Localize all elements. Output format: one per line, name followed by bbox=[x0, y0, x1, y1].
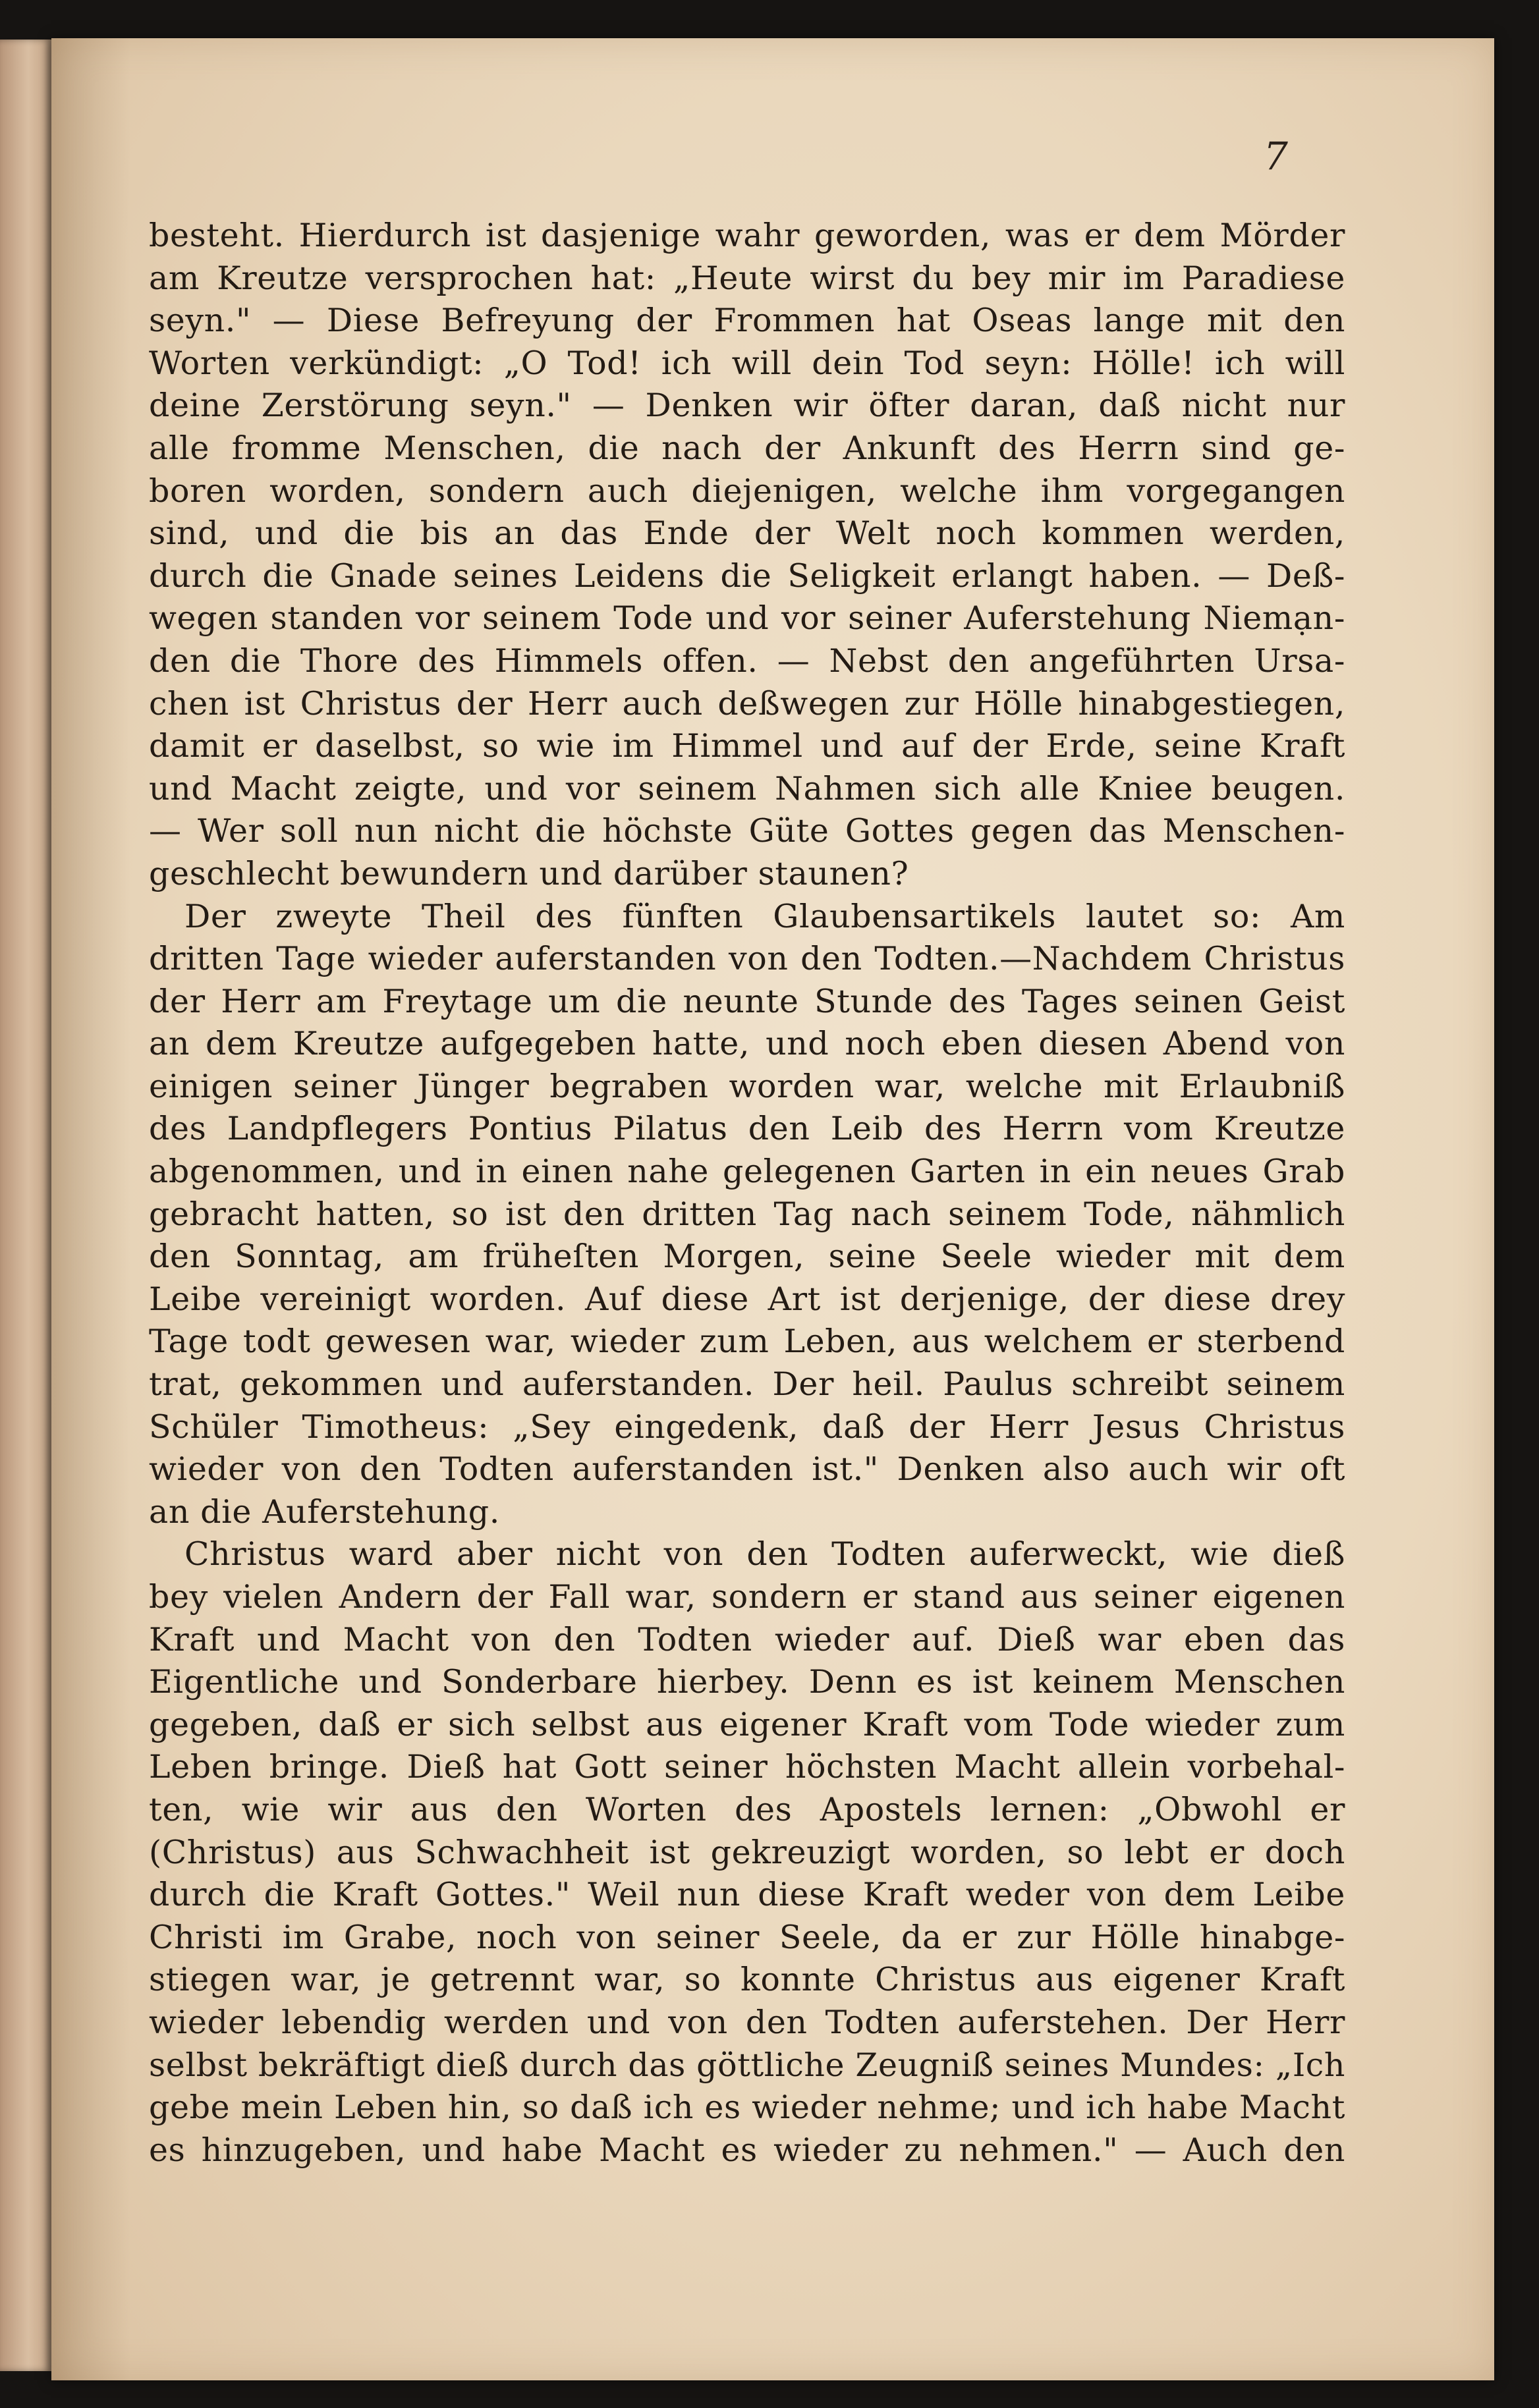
text-line: sind, und die bis an das Ende der Welt noch kommen werden, bbox=[149, 514, 1345, 553]
text-line: es hinzugeben, und habe Macht es wieder zu nehmen." — Auch den bbox=[149, 2131, 1345, 2169]
text-line: trat, gekommen und auferstanden. Der heil. Paulus schreibt seinem bbox=[149, 1365, 1345, 1404]
left-page-edge bbox=[0, 40, 51, 2371]
text-line: Schüler Timotheus: „Sey eingedenk, daß der Herr Jesus Christus bbox=[149, 1408, 1345, 1446]
text-line: den Sonntag, am früheſten Morgen, seine Seele wieder mit dem bbox=[149, 1238, 1345, 1276]
text-line: alle fromme Menschen, die nach der Ankunft des Herrn sind ge- bbox=[149, 429, 1345, 467]
paragraph-start-line: Der zweyte Theil des fünften Glaubensartikels lautet so: Am bbox=[184, 897, 1345, 935]
text-line: chen ist Christus der Herr auch deßwegen zur Hölle hinabgestiegen, bbox=[149, 684, 1345, 723]
text-line: Worten verkündigt: „O Tod! ich will dein Tod seyn: Hölle! ich will bbox=[149, 344, 1345, 382]
gutter-shadow bbox=[51, 38, 130, 2380]
text-line: damit er daselbst, so wie im Himmel und auf der Erde, seine Kraft bbox=[149, 727, 1345, 765]
text-line: bey vielen Andern der Fall war, sondern er stand aus seiner eigenen bbox=[149, 1578, 1345, 1616]
text-line: ten, wie wir aus den Worten des Apostels lernen: „Obwohl er bbox=[149, 1790, 1345, 1828]
text-line: Christi im Grabe, noch von seiner Seele, da er zur Hölle hinabge- bbox=[149, 1918, 1345, 1956]
text-line: boren worden, sondern auch diejenigen, welche ihm vorgegangen bbox=[149, 472, 1345, 510]
text-line: deine Zerstörung seyn." — Denken wir öfter daran, daß nicht nur bbox=[149, 387, 1345, 425]
text-line: stiegen war, je getrennt war, so konnte Christus aus eigener Kraft bbox=[149, 1961, 1345, 1999]
text-line: besteht. Hierdurch ist dasjenige wahr geworden, was er dem Mörder bbox=[149, 217, 1345, 254]
text-line: selbst bekräftigt dieß durch das göttliche Zeugniß seines Mundes: „Ich bbox=[149, 2046, 1345, 2084]
text-line: gegeben, daß er sich selbst aus eigener Kraft vom Tode wieder zum bbox=[149, 1705, 1345, 1743]
text-line: gebracht hatten, so ist den dritten Tag nach seinem Tode, nähmlich bbox=[149, 1195, 1345, 1233]
text-line: Eigentliche und Sonderbare hierbey. Denn es ist keinem Menschen bbox=[149, 1663, 1345, 1701]
text-line: durch die Kraft Gottes." Weil nun diese Kraft weder von dem Leibe bbox=[149, 1876, 1345, 1914]
body-text bbox=[149, 215, 1345, 2172]
text-line: wieder von den Todten auferstanden ist." Denken also auch wir oft bbox=[149, 1450, 1345, 1489]
page-number: 7 bbox=[1264, 134, 1288, 178]
text-line: Kraft und Macht von den Todten wieder auf. Dieß war eben das bbox=[149, 1620, 1345, 1658]
text-line: wegen standen vor seinem Tode und vor seiner Auferstehung Niemạn- bbox=[149, 599, 1345, 638]
text-line: Leibe vereinigt worden. Auf diese Art ist derjenige, der diese drey bbox=[149, 1280, 1345, 1318]
text-line: seyn." — Diese Befreyung der Frommen hat Oseas lange mit den bbox=[149, 302, 1345, 340]
text-line: am Kreutze versprochen hat: „Heute wirst du bey mir im Paradiese bbox=[149, 259, 1345, 297]
text-line: und Macht zeigte, und vor seinem Nahmen sich alle Kniee beugen. bbox=[149, 769, 1345, 807]
text-line: wieder lebendig werden und von den Todten auferstehen. Der Herr bbox=[149, 2003, 1345, 2041]
text-line: dritten Tage wieder auferstanden von den Todten.—Nachdem Christus bbox=[149, 940, 1345, 978]
text-line: des Landpflegers Pontius Pilatus den Leib des Herrn vom Kreutze bbox=[149, 1110, 1345, 1148]
text-line: den die Thore des Himmels offen. — Nebst den angeführten Ursa- bbox=[149, 642, 1345, 680]
text-line: der Herr am Freytage um die neunte Stunde des Tages seinen Geist bbox=[149, 982, 1345, 1020]
text-line: abgenommen, und in einen nahe gelegenen Garten in ein neues Grab bbox=[149, 1153, 1345, 1191]
book-page bbox=[51, 38, 1494, 2380]
text-line: an dem Kreutze aufgegeben hatte, und noch eben diesen Abend von bbox=[149, 1025, 1345, 1063]
text-line: — Wer soll nun nicht die höchste Güte Gottes gegen das Menschen- bbox=[149, 812, 1345, 850]
text-line: durch die Gnade seines Leidens die Seligkeit erlangt haben. — Deß- bbox=[149, 557, 1345, 595]
paragraph-end-line: geschlecht bewundern und darüber staunen? bbox=[149, 854, 909, 892]
paragraph-start-line: Christus ward aber nicht von den Todten auferweckt, wie dieß bbox=[184, 1535, 1345, 1573]
text-line: gebe mein Leben hin, so daß ich es wieder nehme; und ich habe Macht bbox=[149, 2089, 1345, 2127]
text-line: Tage todt gewesen war, wieder zum Leben, aus welchem er sterbend bbox=[149, 1323, 1345, 1361]
paragraph-end-line: an die Auferstehung. bbox=[149, 1492, 500, 1531]
text-line: einigen seiner Jünger begraben worden war, welche mit Erlaubniß bbox=[149, 1067, 1345, 1105]
text-line: Leben bringe. Dieß hat Gott seiner höchsten Macht allein vorbehal- bbox=[149, 1748, 1345, 1786]
text-line: (Christus) aus Schwachheit ist gekreuzigt worden, so lebt er doch bbox=[149, 1833, 1345, 1871]
